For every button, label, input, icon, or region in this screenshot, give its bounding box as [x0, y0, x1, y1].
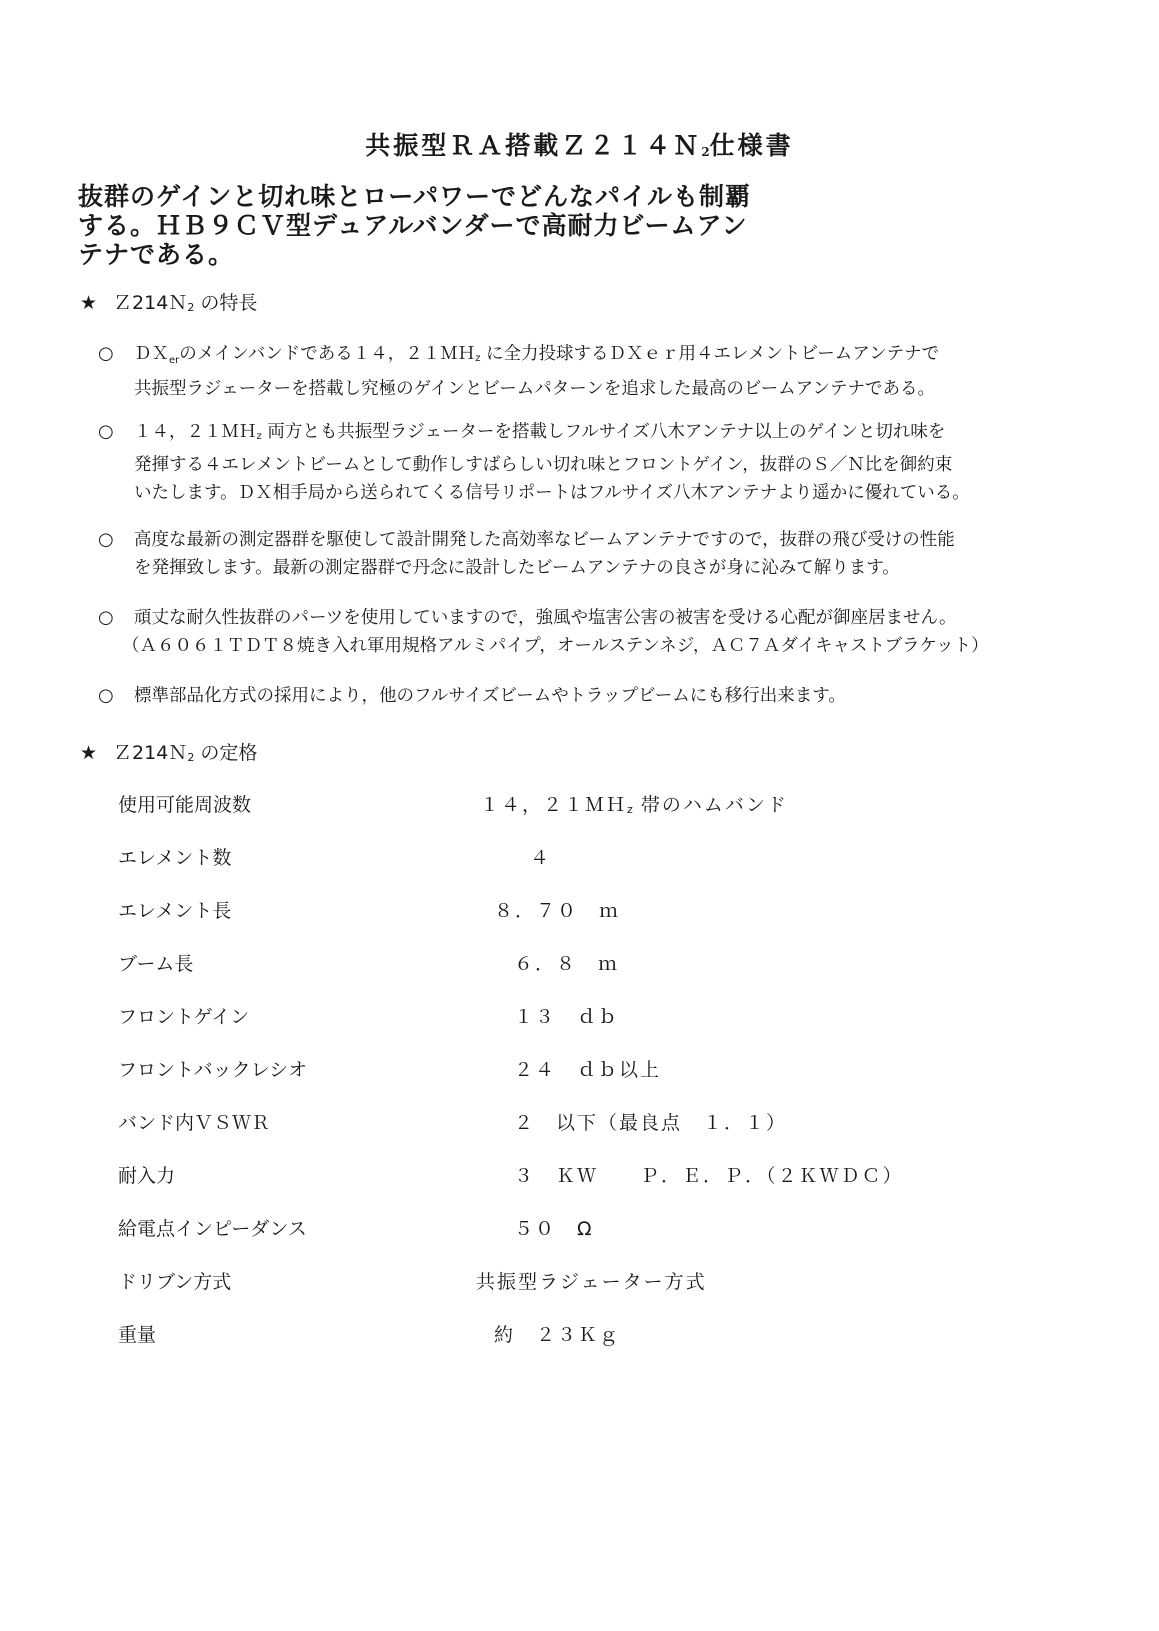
spec-label: エレメント長 — [118, 900, 232, 922]
features-heading-text: Ｚ214Ｎ — [113, 292, 188, 314]
features-heading-suffix: の特長 — [194, 292, 258, 314]
spec-value-suffix: 帯のハムバンド — [632, 794, 788, 816]
spec-value: １３ ｄｂ — [514, 1006, 620, 1028]
feature-subscript: z — [475, 353, 481, 364]
spec-label: ブーム長 — [118, 953, 194, 975]
specs-heading — [80, 738, 257, 765]
specs-heading-suffix: の定格 — [194, 742, 258, 764]
spec-value-subscript: z — [627, 803, 633, 816]
spec-label: 耐入力 — [118, 1165, 176, 1187]
spec-value: ３ ＫＷ Ｐ．Ｅ．Ｐ．（２ＫＷＤＣ） — [514, 1165, 904, 1187]
title-text: 共振型ＲＡ搭載Ｚ２１４Ｎ — [365, 131, 702, 160]
spec-row-boom-length — [118, 949, 1018, 979]
lead-line: テナである。 — [78, 240, 235, 269]
spec-value: ８．７０ ｍ — [494, 900, 621, 922]
features-heading — [80, 288, 257, 315]
spec-value: ４ — [530, 847, 552, 869]
feature-line: 高度な最新の測定器群を駆使して設計開発した高効率なビームアンテナですので，抜群の飛び受けの性能 — [134, 530, 955, 550]
feature-line: 標準部品化方式の採用により，他のフルサイズビームやトラップビームにも移行出来ます。 — [134, 686, 846, 706]
feature-item — [98, 340, 1058, 403]
feature-line — [134, 340, 1058, 375]
feature-text: １４，２１ＭＨ — [134, 422, 257, 442]
spec-label: フロントゲイン — [118, 1006, 250, 1028]
specs-heading-text: Ｚ214Ｎ — [113, 742, 188, 764]
spec-label: フロントバックレシオ — [118, 1059, 308, 1081]
feature-text: に全力投球するＤＸｅｒ用４エレメントビームアンテナで — [480, 344, 940, 364]
feature-line — [134, 418, 1058, 451]
spec-row-impedance — [118, 1214, 1018, 1244]
spec-label: 給電点インピーダンス — [118, 1218, 307, 1240]
spec-row-vswr — [118, 1108, 1018, 1138]
feature-subscript: z — [256, 431, 262, 442]
spec-row-element-length — [118, 896, 1018, 926]
features-heading-subscript: 2 — [187, 301, 195, 314]
feature-line: （Ａ６０６１ＴＤＴ８焼き入れ軍用規格アルミパイプ，オールステンネジ，ＡＣ７Ａダイキャストブラケット） — [122, 636, 989, 656]
spec-label: 使用可能周波数 — [118, 794, 252, 816]
spec-value: ２ 以下（最良点 １．１） — [514, 1112, 788, 1134]
spec-label: ドリブン方式 — [118, 1271, 232, 1293]
feature-item — [98, 682, 1058, 710]
feature-subscript: er — [169, 355, 180, 366]
feature-item — [98, 526, 1058, 582]
lead-line: 抜群のゲインと切れ味とローパワーでどんなパイルも制覇 — [78, 182, 752, 211]
feature-line: 頑丈な耐久性抜群のパーツを使用していますので，強風や塩害公害の被害を受ける心配が御座居ません。 — [134, 608, 957, 628]
specs-heading-subscript: 2 — [187, 751, 195, 764]
spec-row-power-rating — [118, 1161, 1018, 1191]
feature-text: ＤＸ — [134, 344, 169, 364]
feature-text: 両方とも共振型ラジェーターを搭載しフルサイズ八木アンテナ以上のゲインと切れ味を — [261, 422, 946, 442]
feature-line: いたします。ＤＸ相手局から送られてくる信号リポートはフルサイズ八木アンテナより遥かに優れている。 — [134, 483, 970, 503]
spec-label: バンド内ＶＳＷＲ — [118, 1112, 271, 1134]
feature-text: のメインバンドである１４，２１ＭＨ — [179, 344, 476, 364]
feature-line: 発揮する４エレメントビームとして動作しすばらしい切れ味とフロントゲイン，抜群のＳ／Ｎ比を御約束 — [134, 455, 953, 475]
spec-label: エレメント数 — [118, 847, 232, 869]
spec-value: 共振型ラジェーター方式 — [476, 1271, 707, 1293]
spec-row-front-gain — [118, 1002, 1018, 1032]
circle-bullet-icon: ○ — [98, 607, 114, 628]
feature-line: 共振型ラジェーターを搭載し究極のゲインとビームパターンを追求した最高のビームアンテナである。 — [134, 379, 935, 399]
spec-value — [480, 790, 788, 817]
spec-row-frequency — [118, 790, 1018, 820]
title-subscript: 2 — [701, 145, 710, 159]
lead-paragraph — [78, 182, 1058, 269]
star-icon: ★ — [80, 742, 98, 764]
feature-item — [98, 418, 1058, 507]
spec-value-text: １４，２１ＭＨ — [480, 794, 628, 816]
spec-value: 約 ２３Ｋｇ — [494, 1324, 621, 1346]
spec-row-driven-method — [118, 1267, 1018, 1297]
star-icon: ★ — [80, 292, 98, 314]
spec-value: ６．８ ｍ — [514, 953, 620, 975]
spec-row-elements — [118, 843, 1018, 873]
lead-line: する。ＨＢ９ＣＶ型デュアルバンダーで高耐力ビームアン — [78, 211, 748, 240]
feature-line: を発揮致します。最新の測定器群で丹念に設計したビームアンテナの良さが身に沁みて解ります。 — [134, 558, 900, 578]
circle-bullet-icon: ○ — [98, 685, 114, 706]
circle-bullet-icon: ○ — [98, 421, 114, 442]
title-suffix: 仕様書 — [709, 131, 794, 160]
circle-bullet-icon: ○ — [98, 529, 114, 550]
document-title — [0, 126, 1159, 162]
feature-item — [98, 604, 1058, 660]
spec-row-front-back-ratio — [118, 1055, 1018, 1085]
spec-value: ２４ ｄｂ以上 — [514, 1059, 662, 1081]
spec-value: ５０ Ω — [514, 1218, 594, 1240]
spec-row-weight — [118, 1320, 1018, 1350]
spec-label: 重量 — [118, 1324, 157, 1346]
circle-bullet-icon: ○ — [98, 343, 114, 364]
